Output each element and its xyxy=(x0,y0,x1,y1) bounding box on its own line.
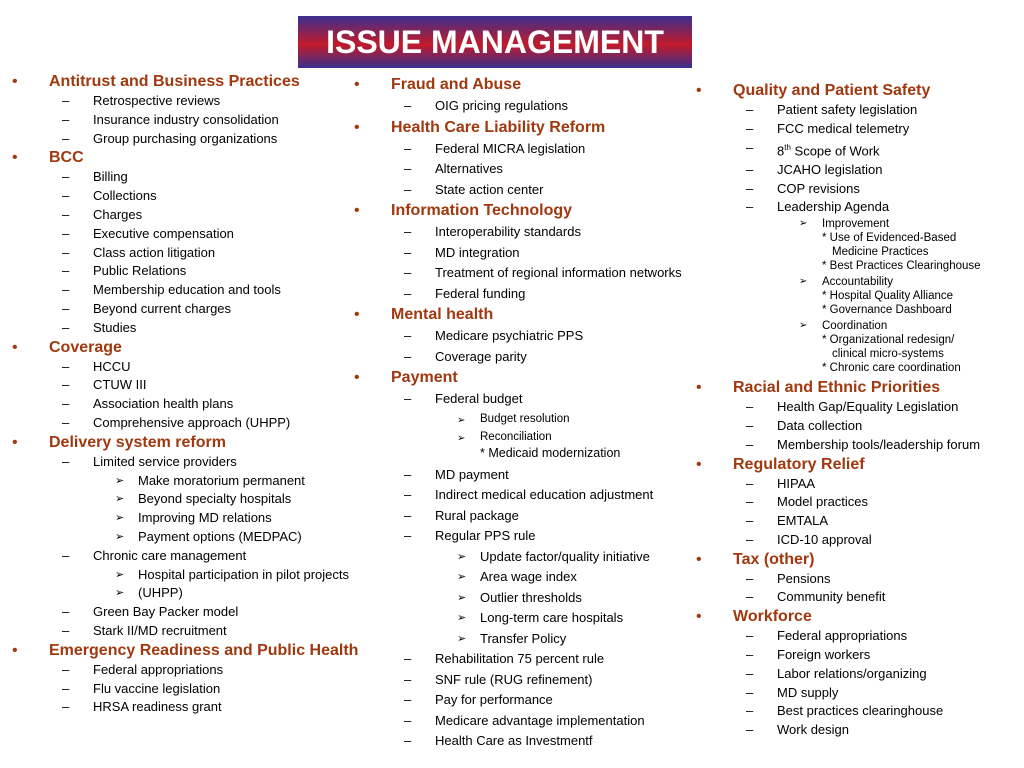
note-text: * Use of Evidenced-Based xyxy=(822,232,957,245)
note-text: * Medicaid modernization xyxy=(480,445,621,460)
list-item: – Interoperability standards xyxy=(350,222,720,243)
sub-item: ➢ Hospital participation in pilot projects xyxy=(8,566,388,585)
bullet-icon: • xyxy=(354,306,360,323)
bullet-icon: • xyxy=(354,118,360,136)
dash-icon: – xyxy=(746,665,754,681)
dash-icon: – xyxy=(404,348,412,364)
dash-icon: – xyxy=(404,712,412,728)
arrow-icon: ➢ xyxy=(799,218,808,230)
list-item: – Alternatives xyxy=(350,159,720,180)
list-item: – SNF rule (RUG refinement) xyxy=(350,670,720,691)
section-workforce xyxy=(692,607,1022,740)
bullet-icon: • xyxy=(696,82,702,99)
list-item: – JCAHO legislation xyxy=(692,161,1022,180)
list-item: – Limited service providers xyxy=(8,453,388,472)
dash-icon: – xyxy=(62,188,70,204)
dash-icon: – xyxy=(746,531,754,547)
dash-icon: – xyxy=(746,589,754,605)
arrow-icon: ➢ xyxy=(115,493,125,506)
list-item: – Chronic care management xyxy=(8,547,388,566)
list-item: – Patient safety legislation xyxy=(692,101,1022,120)
list-item: – Work design xyxy=(692,721,1022,740)
section-payment xyxy=(350,367,720,752)
page-title: ISSUE MANAGEMENT xyxy=(326,23,664,60)
section-heading: • Regulatory Relief xyxy=(696,455,865,473)
bullet-icon: • xyxy=(12,433,18,451)
bullet-icon: • xyxy=(354,202,360,219)
bullet-icon: • xyxy=(12,149,18,167)
section-heading: • Delivery system reform xyxy=(12,433,226,451)
section-heading: • Tax (other) xyxy=(696,550,815,568)
dash-icon: – xyxy=(746,475,754,491)
list-item: – Executive compensation xyxy=(8,225,388,244)
list-item: – Federal budget xyxy=(350,389,720,410)
note-text: * Governance Dashboard xyxy=(822,304,952,317)
list-item: – Best practices clearinghouse xyxy=(692,702,1022,721)
note-text: * Hospital Quality Alliance xyxy=(822,290,954,303)
section-heading: • Fraud and Abuse xyxy=(350,74,720,96)
list-item: – Charges xyxy=(8,206,388,225)
list-item: – Labor relations/organizing xyxy=(692,665,1022,684)
list-item: – State action center xyxy=(350,180,720,201)
dash-icon: – xyxy=(404,161,412,176)
dash-icon: – xyxy=(746,513,754,529)
sub-item: ➢ Transfer Policy xyxy=(350,629,720,650)
arrow-icon: ➢ xyxy=(115,474,125,487)
dash-icon: – xyxy=(404,671,412,687)
arrow-icon: ➢ xyxy=(457,612,467,624)
sub-item: ➢ Accountability xyxy=(799,276,893,289)
dash-icon: – xyxy=(62,169,70,185)
list-item: – Rehabilitation 75 percent rule xyxy=(350,649,720,670)
dash-icon: – xyxy=(62,300,70,316)
list-item: – 8th Scope of Work xyxy=(746,139,880,158)
bullet-icon: • xyxy=(12,338,18,356)
dash-icon: – xyxy=(62,263,70,279)
section-racial xyxy=(692,378,1022,454)
list-item: – Medicare psychiatric PPS xyxy=(350,326,720,347)
dash-icon: – xyxy=(746,703,754,719)
bullet-icon: • xyxy=(12,641,18,659)
list-item: – MD integration xyxy=(350,243,720,264)
section-heading: • Coverage xyxy=(12,338,122,356)
dash-icon: – xyxy=(746,180,754,196)
dash-icon: – xyxy=(404,692,412,707)
arrow-icon: ➢ xyxy=(457,432,466,444)
dash-icon: – xyxy=(404,466,412,482)
dash-icon: – xyxy=(62,604,70,620)
list-item: – Flu vaccine legislation xyxy=(8,680,388,699)
dash-icon: – xyxy=(746,647,754,663)
list-item: – Retrospective reviews xyxy=(8,92,388,111)
sub-item: ➢ Make moratorium permanent xyxy=(8,472,388,491)
dash-icon: – xyxy=(62,358,70,374)
arrow-icon: ➢ xyxy=(457,632,467,645)
section-heading: • BCC xyxy=(12,149,84,167)
dash-icon: – xyxy=(62,206,70,222)
sub-item: ➢ Outlier thresholds xyxy=(350,588,720,609)
section-heading: • Racial and Ethnic Priorities xyxy=(696,379,941,397)
list-item: – Group purchasing organizations xyxy=(8,130,388,149)
bullet-icon: • xyxy=(696,608,702,626)
dash-icon: – xyxy=(404,328,412,343)
dash-icon: – xyxy=(746,570,754,586)
title-banner xyxy=(298,16,692,68)
bullet-icon: • xyxy=(354,76,360,93)
sub-item: ➢ Area wage index xyxy=(350,567,720,588)
section-antitrust xyxy=(8,72,388,148)
list-item: – Model practices xyxy=(692,493,1022,512)
arrow-icon: ➢ xyxy=(457,414,466,426)
list-item: – Collections xyxy=(8,187,388,206)
list-item: – EMTALA xyxy=(692,512,1022,531)
list-item: – HIPAA xyxy=(692,475,1022,494)
dash-icon: – xyxy=(404,98,412,113)
list-item: – ICD-10 approval xyxy=(692,531,1022,550)
dash-icon: – xyxy=(404,528,412,543)
list-item: – Comprehensive approach (UHPP) xyxy=(8,414,388,433)
list-item: – Federal appropriations xyxy=(8,661,388,680)
list-item: – Association health plans xyxy=(8,395,388,414)
column-left xyxy=(8,72,388,717)
section-fraud xyxy=(350,74,720,117)
note-text: * Chronic care coordination xyxy=(822,362,961,375)
arrow-icon: ➢ xyxy=(115,568,125,581)
bullet-icon: • xyxy=(696,379,702,397)
dash-icon: – xyxy=(746,684,754,700)
list-item: – MD payment xyxy=(350,465,720,486)
bullet-icon: • xyxy=(12,73,18,90)
dash-icon: – xyxy=(404,651,412,666)
bullet-icon: • xyxy=(354,369,360,386)
list-item: – MD supply xyxy=(692,684,1022,703)
list-item: – Membership tools/leadership forum xyxy=(692,436,1022,455)
list-item: – HCCU xyxy=(8,358,388,377)
list-item: – Membership education and tools xyxy=(8,281,388,300)
dash-icon: – xyxy=(404,224,412,239)
arrow-icon: ➢ xyxy=(457,571,467,583)
section-regulatory xyxy=(692,455,1022,550)
dash-icon: – xyxy=(62,225,70,241)
dash-icon: – xyxy=(404,391,412,406)
sub-item: ➢ Long-term care hospitals xyxy=(350,608,720,629)
dash-icon: – xyxy=(404,507,412,523)
list-item: – Regular PPS rule xyxy=(350,526,720,547)
list-item: – Insurance industry consolidation xyxy=(8,111,388,130)
list-item: – Indirect medical education adjustment xyxy=(350,485,720,506)
dash-icon: – xyxy=(404,733,412,748)
arrow-icon: ➢ xyxy=(115,512,125,525)
list-item: – Beyond current charges xyxy=(8,300,388,319)
section-delivery xyxy=(8,433,388,641)
sub-item: ➢ Reconciliation xyxy=(350,428,720,446)
list-item: – CTUW III xyxy=(8,376,388,395)
arrow-icon: ➢ xyxy=(457,550,467,563)
sub-item: ➢ Coordination xyxy=(799,320,888,333)
list-item: – Health Care as Investmentf xyxy=(350,731,720,752)
dash-icon: – xyxy=(62,680,70,696)
section-heading: • Information Technology xyxy=(350,200,720,222)
dash-icon: – xyxy=(62,699,70,715)
section-heading: • Health Care Liability Reform xyxy=(350,117,720,139)
section-bcc xyxy=(8,148,388,337)
list-item: – Leadership Agenda xyxy=(692,198,1022,217)
list-item: – Class action litigation xyxy=(8,244,388,263)
dash-icon: – xyxy=(62,130,70,146)
dash-icon: – xyxy=(746,102,754,117)
list-item: – HRSA readiness grant xyxy=(8,698,388,717)
dash-icon: – xyxy=(746,120,754,136)
list-item: – Federal funding xyxy=(350,284,720,305)
dash-icon: – xyxy=(404,285,412,301)
dash-icon: – xyxy=(746,399,754,415)
list-item: – Coverage parity xyxy=(350,347,720,368)
sub-item: ➢ Update factor/quality initiative xyxy=(350,547,720,568)
dash-icon: – xyxy=(404,487,412,502)
section-it xyxy=(350,200,720,304)
list-item: – Foreign workers xyxy=(692,646,1022,665)
section-heading: • Quality and Patient Safety xyxy=(696,82,931,99)
bullet-icon: • xyxy=(696,550,702,568)
dash-icon: – xyxy=(62,622,70,638)
list-item: – Data collection xyxy=(692,417,1022,436)
list-item: – Studies xyxy=(8,319,388,338)
list-item: – OIG pricing regulations xyxy=(350,96,720,117)
arrow-icon: ➢ xyxy=(457,591,467,604)
sub-item: ➢ Improving MD relations xyxy=(8,509,388,528)
list-item: – Federal appropriations xyxy=(692,627,1022,646)
dash-icon: – xyxy=(746,494,754,510)
dash-icon: – xyxy=(62,244,70,260)
section-tax xyxy=(692,550,1022,608)
dash-icon: – xyxy=(62,414,70,430)
dash-icon: – xyxy=(62,319,70,335)
dash-icon: – xyxy=(746,722,754,738)
list-item: – Rural package xyxy=(350,506,720,527)
dash-icon: – xyxy=(746,628,754,644)
dash-icon: – xyxy=(62,377,70,393)
sub-item: ➢ (UHPP) xyxy=(8,584,388,603)
dash-icon: – xyxy=(746,161,754,177)
arrow-icon: ➢ xyxy=(115,587,125,600)
note-text: Medicine Practices xyxy=(832,246,929,259)
list-item: – Federal MICRA legislation xyxy=(350,139,720,160)
section-quality xyxy=(692,81,1022,378)
list-item: – Pensions xyxy=(692,570,1022,589)
list-item: – Green Bay Packer model xyxy=(8,603,388,622)
arrow-icon: ➢ xyxy=(115,530,125,543)
arrow-icon: ➢ xyxy=(799,320,808,332)
list-item: – Pay for performance xyxy=(350,690,720,711)
dash-icon: – xyxy=(62,396,70,412)
dash-icon: – xyxy=(746,417,754,433)
list-item: – FCC medical telemetry xyxy=(692,120,1022,139)
dash-icon: – xyxy=(404,244,412,260)
sub-item: ➢ Payment options (MEDPAC) xyxy=(8,528,388,547)
dash-icon: – xyxy=(746,199,754,215)
dash-icon: – xyxy=(62,661,70,677)
dash-icon: – xyxy=(404,265,412,280)
section-emergency xyxy=(8,641,388,717)
sub-item: ➢ Beyond specialty hospitals xyxy=(8,490,388,509)
sub-item: ➢ Improvement xyxy=(799,218,890,231)
note-text: * Organizational redesign/ xyxy=(822,334,955,347)
note-text: clinical micro-systems xyxy=(832,348,944,361)
dash-icon: – xyxy=(746,139,754,155)
dash-icon: – xyxy=(404,140,412,156)
list-item: – COP revisions xyxy=(692,180,1022,199)
list-item: – Community benefit xyxy=(692,588,1022,607)
dash-icon: – xyxy=(404,181,412,197)
section-coverage xyxy=(8,338,388,433)
column-right xyxy=(692,81,1022,740)
bullet-icon: • xyxy=(696,455,702,473)
section-heading: • Mental health xyxy=(350,304,720,326)
dash-icon: – xyxy=(62,93,70,108)
list-item: – Medicare advantage implementation xyxy=(350,711,720,732)
section-heading: • Workforce xyxy=(696,608,812,626)
list-item: – Treatment of regional information networks xyxy=(350,263,720,284)
section-mental-health xyxy=(350,304,720,367)
sub-item: ➢ Budget resolution xyxy=(350,410,720,428)
list-item: – Stark II/MD recruitment xyxy=(8,622,388,641)
section-liability xyxy=(350,117,720,201)
section-heading: • Emergency Readiness and Public Health xyxy=(12,641,359,659)
dash-icon: – xyxy=(62,282,70,298)
column-middle xyxy=(350,74,720,752)
note-text: * Best Practices Clearinghouse xyxy=(822,260,981,273)
section-heading: • Antitrust and Business Practices xyxy=(12,73,300,90)
dash-icon: – xyxy=(62,111,70,127)
dash-icon: – xyxy=(62,453,70,469)
arrow-icon: ➢ xyxy=(799,276,808,288)
dash-icon: – xyxy=(62,547,70,563)
list-item: – Public Relations xyxy=(8,262,388,281)
list-item: – Billing xyxy=(8,168,388,187)
dash-icon: – xyxy=(746,436,754,452)
list-item: – Health Gap/Equality Legislation xyxy=(692,398,1022,417)
section-heading: • Payment xyxy=(350,367,720,389)
